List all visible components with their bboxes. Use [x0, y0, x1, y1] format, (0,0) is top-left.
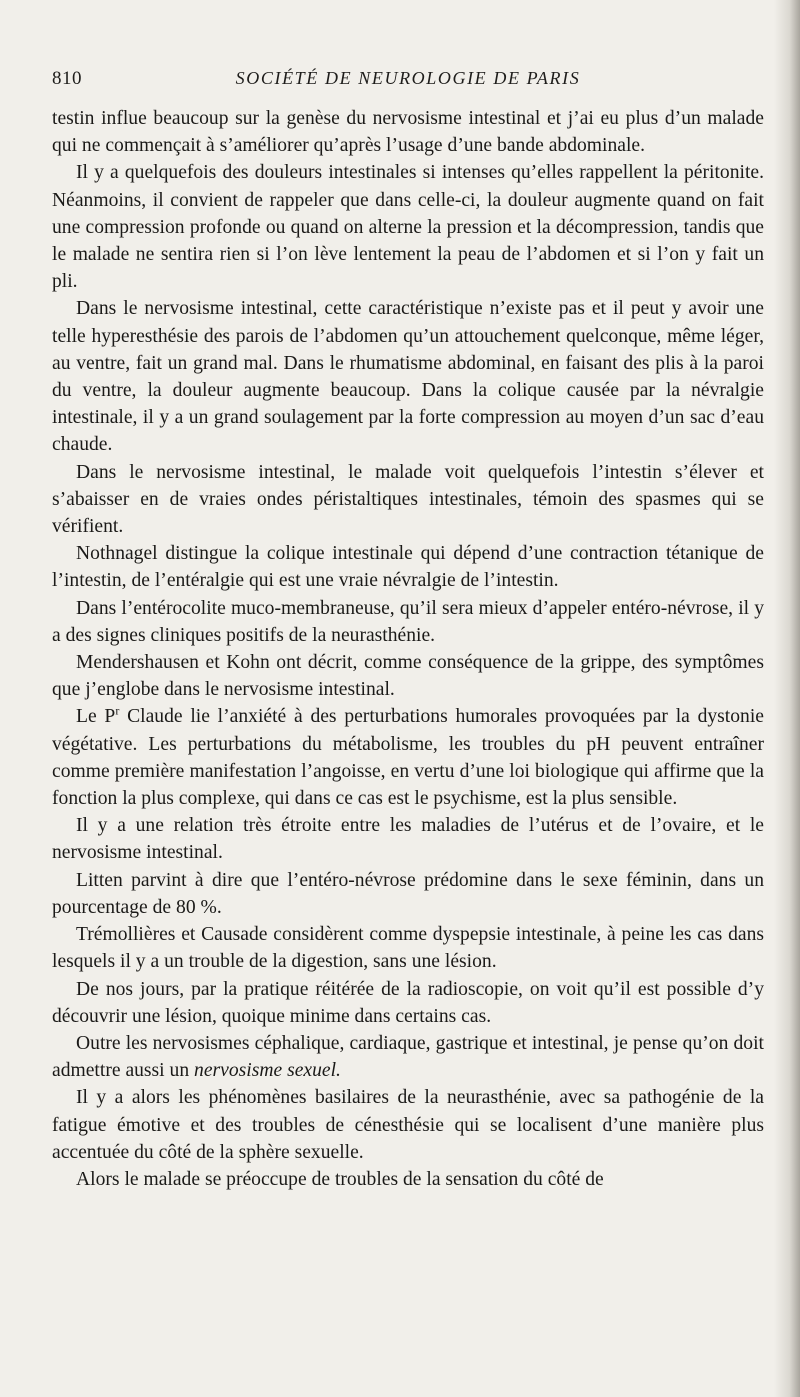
running-title: SOCIÉTÉ DE NEUROLOGIE DE PARIS	[235, 68, 581, 88]
emphasis: nervosisme sexuel.	[194, 1060, 341, 1082]
paragraph: Il y a alors les phénomènes basilaires de la neurasthénie, avec sa pathogénie de la fatigue émotive et des troubles de cénesthésie qui se localisent d’une manière plus accentuée du côté de la sphère sexuelle.	[52, 1087, 764, 1163]
page-number: 810	[52, 68, 82, 89]
paragraph: Trémollières et Causade considèrent comme dyspepsie intestinale, à peine les cas dans lesquels il y a un trouble de la digestion, sans une lésion.	[52, 924, 764, 973]
body-text	[52, 105, 764, 1193]
text-run: Le P	[76, 706, 116, 728]
superscript: r	[115, 703, 120, 718]
paragraph: Nothnagel distingue la colique intestinale qui dépend d’une contraction tétanique de l’intestin, de l’entéralgie qui est une vraie névralgie de l’intestin.	[52, 543, 764, 592]
binding-shadow	[774, 0, 800, 1397]
paragraph: Mendershausen et Kohn ont décrit, comme conséquence de la grippe, des symptômes que j’englobe dans le nervosisme intestinal.	[52, 652, 764, 701]
paragraph: Dans l’entérocolite muco-membraneuse, qu’il sera mieux d’appeler entéro-névrose, il y a des signes cliniques positifs de la neurasthénie.	[52, 597, 764, 646]
paragraph: Litten parvint à dire que l’entéro-névrose prédomine dans le sexe féminin, dans un pourcentage de 80 %.	[52, 869, 764, 918]
paragraph: testin influe beaucoup sur la genèse du nervosisme intestinal et j’ai eu plus d’un malade qui ne commençait à s’améliorer qu’après l’usage d’une bande abdominale.	[52, 108, 764, 157]
paragraph: Dans le nervosisme intestinal, cette caractéristique n’existe pas et il peut y avoir une telle hyperesthésie des parois de l’abdomen qu’un attouchement quelconque, même léger, au ventre, fait un grand mal. Dans le rhumatisme abdominal, en faisant des plis à la paroi du ventre, la douleur augmente beaucoup. Dans la colique causée par la névralgie intestinale, il y a un grand soulagement par la forte compression au moyen d’un sac d’eau chaude.	[52, 298, 764, 456]
text-run: Claude lie l’anxiété à des perturbations humorales provoquées par la dystonie végétative. Les perturbations du métabolisme, les troubles du pH peuvent entraîner comme première manifestation l’angoisse, en vertu d’une loi biologique qui affirme que la fonction la plus complexe, qui dans ce cas est le psychisme, est la plus sensible.	[52, 706, 764, 810]
paragraph: Alors le malade se préoccupe de troubles de la sensation du côté de	[76, 1168, 604, 1190]
paragraph: Il y a une relation très étroite entre les maladies de l’utérus et de l’ovaire, et le nervosisme intestinal.	[52, 815, 764, 864]
paragraph: Dans le nervosisme intestinal, le malade voit quelquefois l’intestin s’élever et s’abaisser en de vraies ondes péristaltiques intestinales, témoin des spasmes qui se vérifient.	[52, 461, 764, 538]
paragraph: De nos jours, par la pratique réitérée de la radioscopie, on voit qu’il est possible d’y découvrir une lésion, quoique minime dans certains cas.	[52, 978, 764, 1027]
text-run: Outre les nervosismes céphalique, cardiaque, gastrique et intestinal, je pense qu’on doit admettre aussi un	[52, 1032, 764, 1082]
paragraph-claude	[52, 703, 764, 812]
page-header	[52, 68, 764, 94]
paragraph-sexuel	[52, 1030, 764, 1084]
paragraph: Il y a quelquefois des douleurs intestinales si intenses qu’elles rappellent la péritonite. Néanmoins, il convient de rappeler que dans celle-ci, la douleur augmente quand on fait une compression profonde ou quand on alterne la pression et la décompression, tandis que le malade ne sentira rien si l’on lève lentement la peau de l’abdomen et si l’on y fait un pli.	[52, 162, 764, 293]
